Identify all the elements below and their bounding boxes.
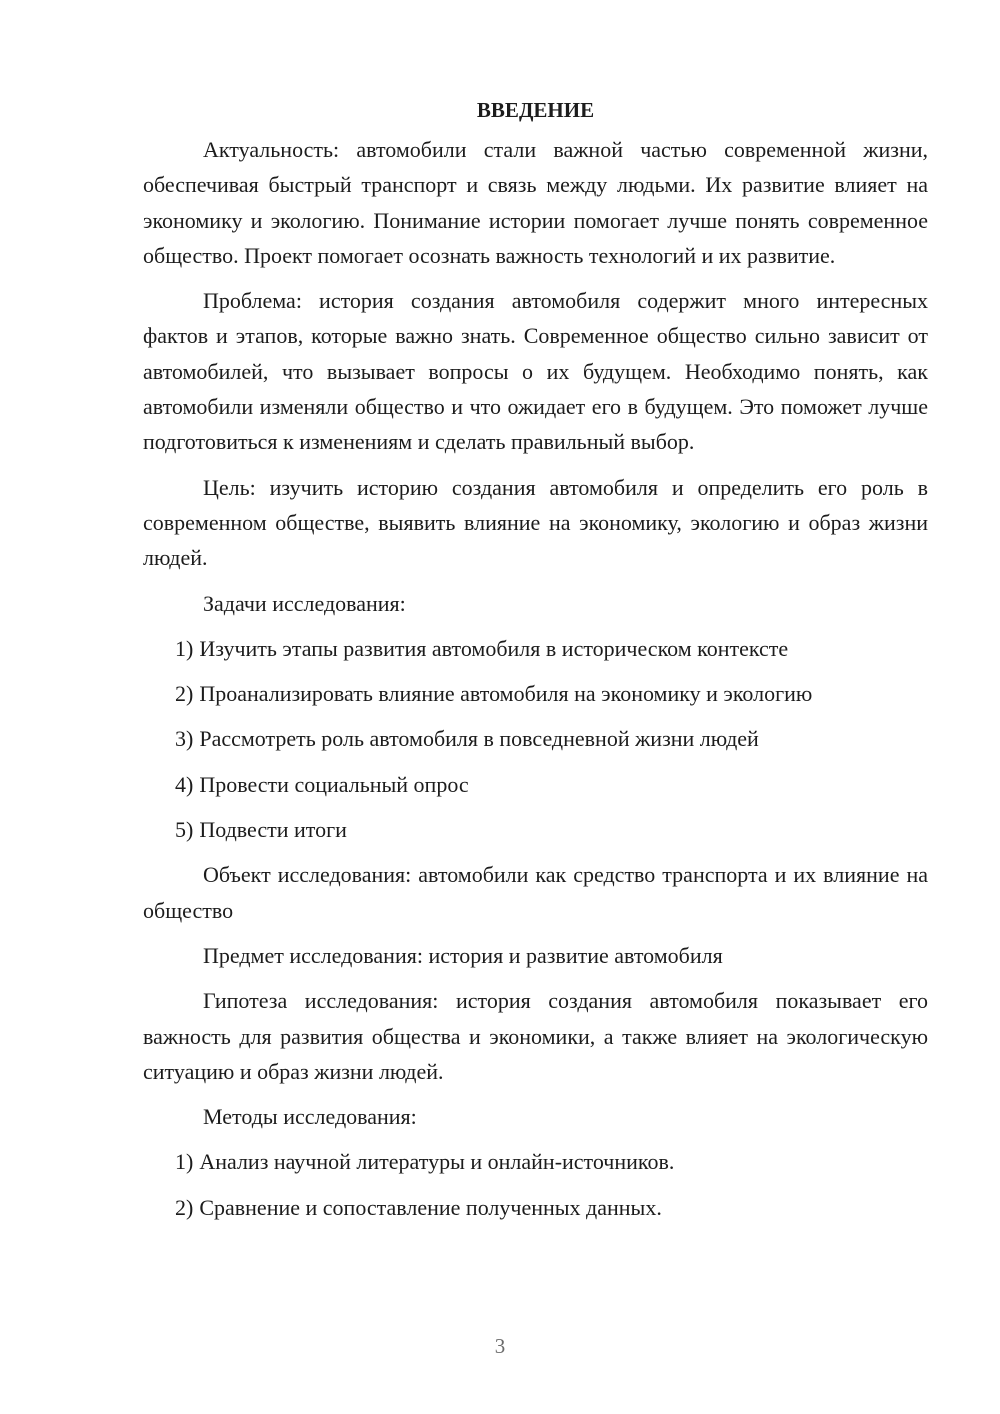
relevance-paragraph: Актуальность: автомобили стали важной частью современной жизни, обеспечивая быстрый транспорт и связь между людьми. Их развитие влияет на экономику и экологию. Понимание истории помогает лучше понять современное общество. Проект помогает осознать важность технологий и их развитие. [143, 137, 928, 268]
goal-paragraph: Цель: изучить историю создания автомобиля и определить его роль в современном обществе, выявить влияние на экономику, экологию и образ жизни людей. [143, 474, 928, 571]
list-item-number: 3) [175, 726, 194, 752]
list-item-text: Рассмотреть роль автомобиля в повседневной жизни людей [199, 726, 759, 752]
tasks-list [143, 631, 928, 847]
list-item [175, 812, 928, 847]
problem-paragraph: Проблема: история создания автомобиля содержит много интересных фактов и этапов, которые важно знать. Современное общество сильно зависит от автомобилей, что вызывает вопросы о их будущем. Необходимо понять, как автомобили изменяли общество и что ожидает его в будущем. Это поможет лучше подготовиться к изменениям и сделать правильный выбор. [143, 288, 928, 455]
list-item-number: 4) [175, 771, 194, 797]
methods-heading: Методы исследования: [203, 1104, 417, 1130]
list-item-text: Изучить этапы развития автомобиля в историческом контексте [199, 635, 789, 661]
list-item-text: Проанализировать влияние автомобиля на экономику и экологию [199, 681, 813, 707]
list-item-number: 2) [175, 681, 194, 707]
document-page [143, 92, 928, 1235]
list-item [175, 1190, 928, 1225]
list-item-number: 5) [175, 817, 194, 843]
list-item-text: Сравнение и сопоставление полученных данных. [199, 1194, 662, 1220]
object-paragraph: Объект исследования: автомобили как средство транспорта и их влияние на общество [143, 862, 928, 923]
page-number: 3 [494, 1334, 506, 1358]
subject-paragraph: Предмет исследования: история и развитие автомобиля [203, 942, 723, 968]
list-item-text: Провести социальный опрос [199, 771, 469, 797]
methods-list [143, 1144, 928, 1225]
tasks-heading: Задачи исследования: [203, 590, 406, 616]
list-item-text: Подвести итоги [199, 817, 347, 843]
list-item [175, 721, 928, 756]
list-item [175, 676, 928, 711]
hypothesis-paragraph: Гипотеза исследования: история создания автомобиля показывает его важность для развития общества и экономики, а также влияет на экологическую ситуацию и образ жизни людей. [143, 988, 928, 1084]
list-item-number: 2) [175, 1194, 194, 1220]
list-item-text: Анализ научной литературы и онлайн-источников. [199, 1149, 675, 1175]
page-title: ВВЕДЕНИЕ [476, 98, 595, 122]
list-item-number: 1) [175, 635, 194, 661]
list-item [175, 1144, 928, 1179]
list-item [175, 767, 928, 802]
list-item-number: 1) [175, 1149, 194, 1175]
list-item [175, 631, 928, 666]
